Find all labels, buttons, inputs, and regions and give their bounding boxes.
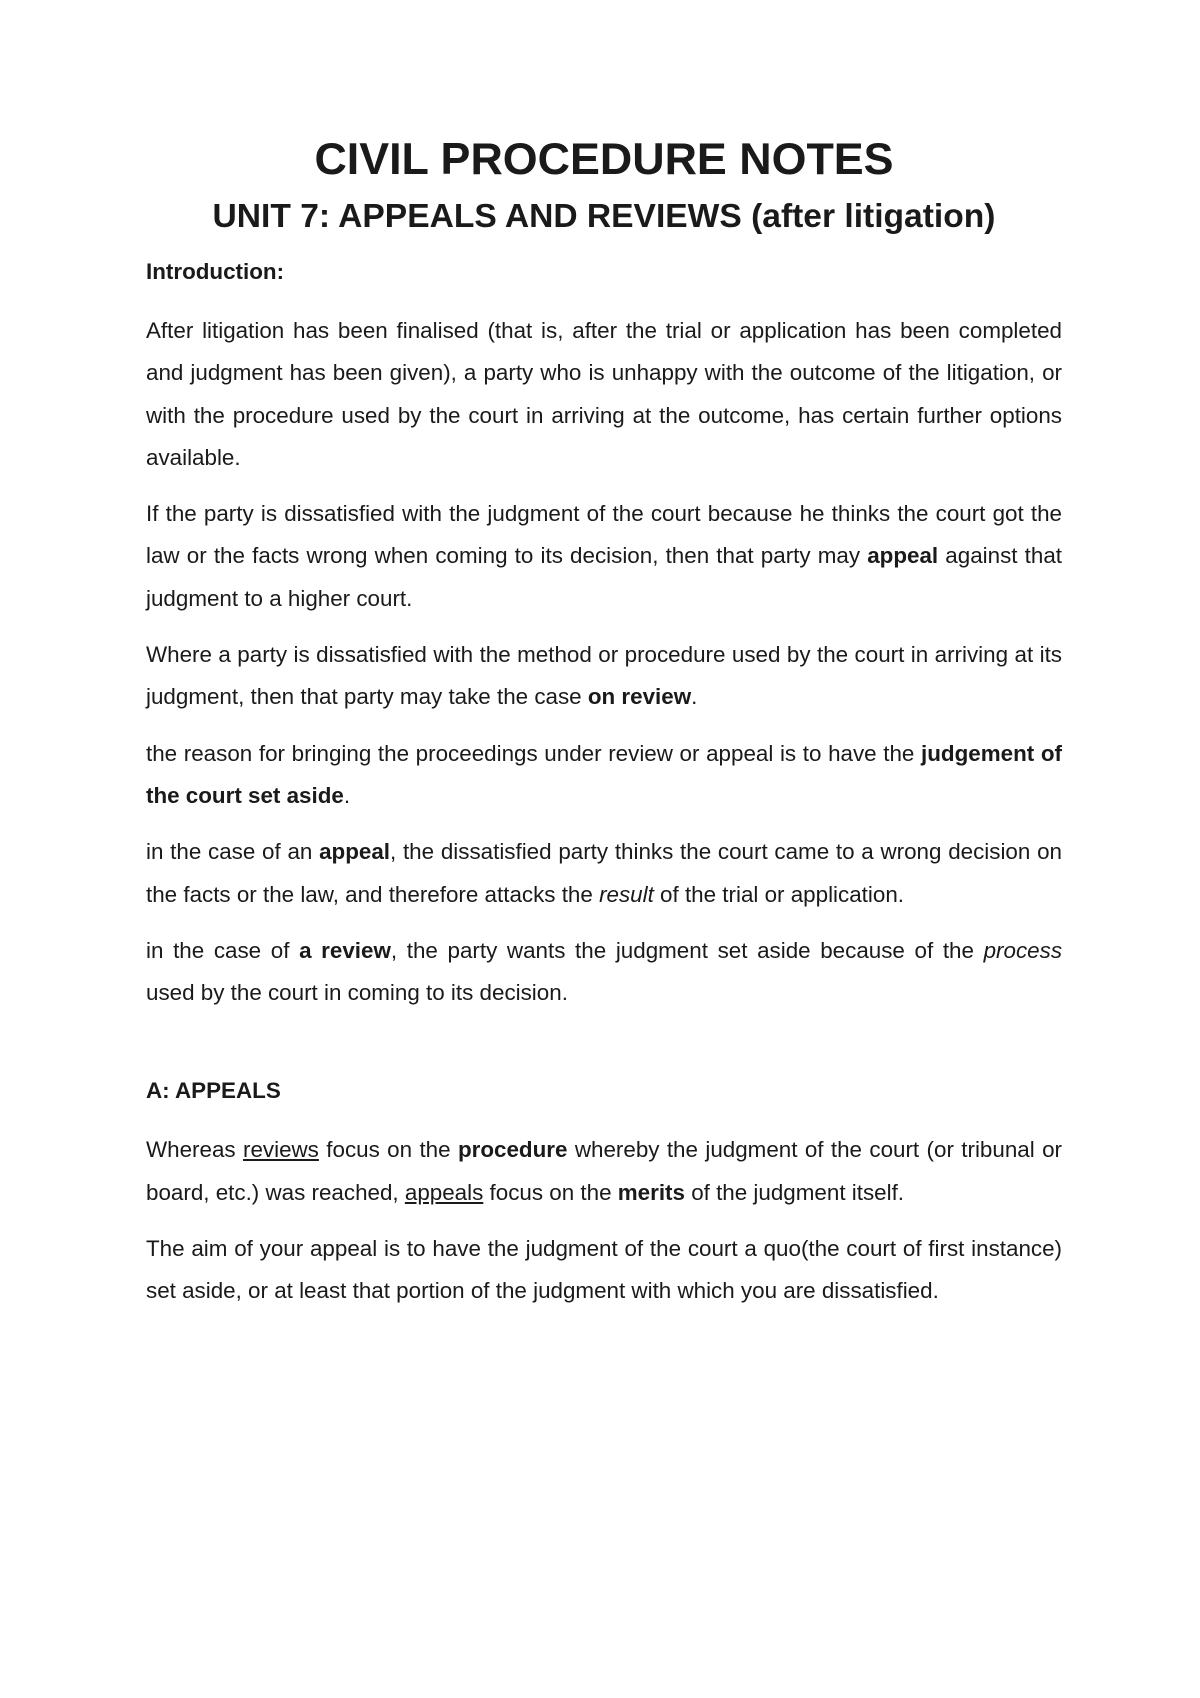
intro-paragraph-4	[146, 733, 1062, 818]
document-body	[146, 134, 1063, 1313]
intro-paragraph-2	[146, 493, 1062, 620]
text-span: Where a party is dissatisfied with the method or procedure used by the court in arriving at its judgment, then that party may take the case	[146, 642, 1062, 710]
bold-term: on review	[587, 684, 692, 710]
text-span: .	[343, 782, 351, 808]
introduction-heading: Introduction:	[146, 259, 285, 284]
text-span: of the trial or application.	[653, 881, 904, 907]
italic-term: result	[599, 881, 654, 907]
bold-term: appeal	[867, 543, 939, 569]
unit-title: UNIT 7: APPEALS AND REVIEWS (after litigation)	[212, 198, 996, 235]
intro-paragraph-3	[146, 634, 1062, 719]
text-span: in the case of an	[146, 839, 320, 865]
section-a-heading: A: APPEALS	[146, 1078, 281, 1104]
intro-paragraph-6	[146, 930, 1062, 1015]
text-span: used by the court in coming to its decision.	[146, 980, 568, 1006]
text-span: whereby the judgment of the court (or tribunal or board, etc.) was reached,	[146, 1137, 1062, 1205]
text-span: , the dissatisfied party thinks the court came to a wrong decision on the facts or the law, and therefore attacks the	[146, 839, 1062, 907]
document-title: CIVIL PROCEDURE NOTES	[314, 134, 894, 184]
bold-term: merits	[617, 1179, 685, 1205]
text-span: , the party wants the judgment set aside because of the	[390, 937, 984, 963]
underlined-term: appeals	[404, 1179, 484, 1205]
text-span: against that judgment to a higher court.	[146, 543, 1062, 611]
bold-term: judgement of the court set aside	[146, 740, 1062, 808]
bold-term: a review	[299, 937, 391, 963]
appeals-paragraph-1	[146, 1129, 1062, 1214]
text-span: focus on the	[318, 1137, 458, 1163]
text-span: of the judgment itself.	[684, 1179, 905, 1205]
text-span: in the case of	[146, 937, 300, 963]
text-span: the reason for bringing the proceedings under review or appeal is to have the	[146, 740, 922, 766]
text-span: .	[691, 684, 698, 710]
text-span: Whereas	[146, 1137, 243, 1163]
italic-term: process	[983, 937, 1063, 963]
bold-term: appeal	[319, 839, 391, 865]
appeals-paragraph-2: The aim of your appeal is to have the judgment of the court a quo(the court of first instance) set aside, or at least that portion of the judgment with which you are dissatisfied.	[146, 1236, 1062, 1304]
text-span: focus on the	[483, 1179, 618, 1205]
bold-term: procedure	[457, 1137, 568, 1163]
intro-paragraph-5	[146, 831, 1062, 916]
text-span: If the party is dissatisfied with the judgment of the court because he thinks the court got the law or the facts wrong when coming to its decision, then that party may	[146, 501, 1062, 569]
intro-paragraph-1: After litigation has been finalised (that is, after the trial or application has been completed and judgment has been given), a party who is unhappy with the outcome of the litigation, or with the procedure used by the court in arriving at the outcome, has certain further options available.	[146, 318, 1062, 470]
underlined-term: reviews	[242, 1137, 319, 1163]
